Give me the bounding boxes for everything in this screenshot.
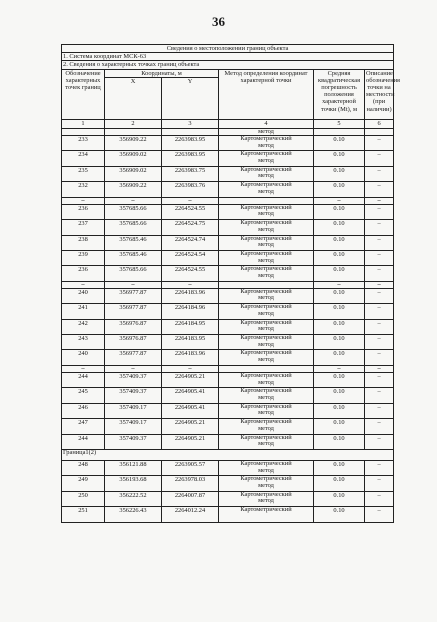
coord-x: 357409.37 bbox=[105, 373, 162, 388]
point-row bbox=[62, 335, 394, 350]
description: – bbox=[365, 365, 394, 372]
point-row bbox=[62, 182, 394, 197]
method-line: Картометрический bbox=[240, 265, 292, 273]
error-value: 0.10 bbox=[314, 151, 365, 166]
method-line: Картометрический bbox=[240, 475, 292, 483]
separator-row bbox=[62, 281, 394, 288]
coord-x: 357685.66 bbox=[105, 204, 162, 219]
method-line: Картометрический bbox=[240, 402, 292, 410]
coord-y: 2264007.87 bbox=[162, 491, 219, 506]
coord-x: 357685.46 bbox=[105, 250, 162, 265]
method-line: Картометрический bbox=[240, 349, 292, 357]
error-value: 0.10 bbox=[314, 403, 365, 418]
error-value: 0.10 bbox=[314, 373, 365, 388]
point-row bbox=[62, 507, 394, 522]
error-value: 0.10 bbox=[314, 388, 365, 403]
error-value: 0.10 bbox=[314, 460, 365, 475]
method-line: метод bbox=[258, 210, 274, 218]
method bbox=[219, 304, 314, 319]
method-line: метод bbox=[258, 172, 274, 180]
point-row bbox=[62, 166, 394, 181]
point-row bbox=[62, 319, 394, 334]
page-number: 36 bbox=[212, 14, 225, 29]
method-line: Картометрический bbox=[240, 234, 292, 242]
point-row bbox=[62, 373, 394, 388]
point-id: 247 bbox=[62, 419, 105, 434]
coord-y: – bbox=[162, 365, 219, 372]
description: – bbox=[365, 507, 394, 522]
point-id: 248 bbox=[62, 460, 105, 475]
point-id: 245 bbox=[62, 388, 105, 403]
coord-y: 2264905.21 bbox=[162, 419, 219, 434]
method bbox=[219, 220, 314, 235]
col-number: 6 bbox=[365, 119, 394, 128]
description: – bbox=[365, 419, 394, 434]
point-row bbox=[62, 434, 394, 449]
point-id: 236 bbox=[62, 204, 105, 219]
method bbox=[219, 235, 314, 250]
coord-x: 356909.22 bbox=[105, 136, 162, 151]
method-line: Картометрический bbox=[240, 387, 292, 395]
col-number: 2 bbox=[105, 119, 162, 128]
point-row bbox=[62, 151, 394, 166]
method bbox=[219, 250, 314, 265]
method bbox=[219, 434, 314, 449]
description: – bbox=[365, 235, 394, 250]
method bbox=[219, 335, 314, 350]
point-row bbox=[62, 388, 394, 403]
coord-y: 2264524.55 bbox=[162, 266, 219, 281]
description: – bbox=[365, 151, 394, 166]
method-line: метод bbox=[258, 340, 274, 348]
method bbox=[219, 388, 314, 403]
error-value: 0.10 bbox=[314, 166, 365, 181]
method-line: Картометрический bbox=[240, 372, 292, 380]
point-row bbox=[62, 235, 394, 250]
point-id: 251 bbox=[62, 507, 105, 522]
description: – bbox=[365, 350, 394, 365]
coordinates-table-container bbox=[61, 44, 400, 523]
method-line: Картометрический bbox=[240, 433, 292, 441]
coord-x: – bbox=[105, 365, 162, 372]
description: – bbox=[365, 288, 394, 303]
separator-row bbox=[62, 197, 394, 204]
description: – bbox=[365, 434, 394, 449]
method bbox=[219, 204, 314, 219]
coord-x: 356976.87 bbox=[105, 335, 162, 350]
method-line: метод bbox=[258, 481, 274, 489]
point-id: 246 bbox=[62, 403, 105, 418]
point-id: 244 bbox=[62, 434, 105, 449]
error-value: 0.10 bbox=[314, 476, 365, 491]
coord-x: 357685.46 bbox=[105, 235, 162, 250]
description: – bbox=[365, 304, 394, 319]
point-id: – bbox=[62, 281, 105, 288]
method-line: метод bbox=[258, 356, 274, 364]
point-id: 249 bbox=[62, 476, 105, 491]
coord-y: 2264012.24 bbox=[162, 507, 219, 522]
error-value: 0.10 bbox=[314, 266, 365, 281]
error-value: 0.10 bbox=[314, 507, 365, 522]
point-id: 250 bbox=[62, 491, 105, 506]
method bbox=[219, 166, 314, 181]
point-id: 235 bbox=[62, 166, 105, 181]
point-row bbox=[62, 403, 394, 418]
coord-x: 357409.37 bbox=[105, 434, 162, 449]
coord-y: 2264524.54 bbox=[162, 250, 219, 265]
coord-y: 2264905.41 bbox=[162, 403, 219, 418]
method bbox=[219, 151, 314, 166]
error-value: – bbox=[314, 365, 365, 372]
coord-y: 2263978.03 bbox=[162, 476, 219, 491]
error-value: 0.10 bbox=[314, 136, 365, 151]
coord-y: 2263983.76 bbox=[162, 182, 219, 197]
point-id: 243 bbox=[62, 335, 105, 350]
description: – bbox=[365, 281, 394, 288]
coord-x: 356977.87 bbox=[105, 304, 162, 319]
method bbox=[219, 507, 314, 522]
col-header-error: Средняя квадратическая погрешность положения характерной точки (Mt), м bbox=[314, 69, 365, 119]
error-value: 0.10 bbox=[314, 491, 365, 506]
continuation-row bbox=[62, 128, 394, 135]
error-value: 0.10 bbox=[314, 288, 365, 303]
description: – bbox=[365, 204, 394, 219]
coord-x: 356977.87 bbox=[105, 350, 162, 365]
point-row bbox=[62, 304, 394, 319]
error-value: 0.10 bbox=[314, 350, 365, 365]
coord-y: 2264183.95 bbox=[162, 335, 219, 350]
method-line: метод bbox=[258, 466, 274, 474]
error-value: 0.10 bbox=[314, 319, 365, 334]
point-id: 240 bbox=[62, 350, 105, 365]
error-value: 0.10 bbox=[314, 304, 365, 319]
coord-y: 2263983.75 bbox=[162, 166, 219, 181]
method-line: метод bbox=[258, 225, 274, 233]
method-line: метод bbox=[258, 156, 274, 164]
method-line: метод bbox=[258, 309, 274, 317]
method bbox=[219, 476, 314, 491]
error-value: 0.10 bbox=[314, 235, 365, 250]
description: – bbox=[365, 491, 394, 506]
method bbox=[219, 373, 314, 388]
coord-y: – bbox=[162, 197, 219, 204]
description: – bbox=[365, 266, 394, 281]
method-line: метод bbox=[258, 294, 274, 302]
description: – bbox=[365, 220, 394, 235]
point-row bbox=[62, 476, 394, 491]
method bbox=[219, 419, 314, 434]
method-line: Картометрический bbox=[240, 418, 292, 426]
point-id: 234 bbox=[62, 151, 105, 166]
error-value: 0.10 bbox=[314, 335, 365, 350]
point-id: 239 bbox=[62, 250, 105, 265]
point-id: – bbox=[62, 197, 105, 204]
coord-x: 356977.87 bbox=[105, 288, 162, 303]
coord-x: 357409.17 bbox=[105, 419, 162, 434]
coord-y: 2264183.96 bbox=[162, 350, 219, 365]
method-line: метод bbox=[258, 394, 274, 402]
point-row bbox=[62, 419, 394, 434]
coord-y: 2263983.95 bbox=[162, 151, 219, 166]
col-number: 3 bbox=[162, 119, 219, 128]
error-value: – bbox=[314, 281, 365, 288]
coord-y: 2264184.95 bbox=[162, 319, 219, 334]
coordinate-system: 1. Система координат МСК-63 bbox=[62, 53, 394, 61]
description: – bbox=[365, 250, 394, 265]
boundary-label: Граница1(2) bbox=[62, 449, 394, 460]
point-id: 232 bbox=[62, 182, 105, 197]
method-line: Картометрический bbox=[240, 203, 292, 211]
method bbox=[219, 491, 314, 506]
method-line: Картометрический bbox=[240, 506, 292, 514]
method-line: Картометрический bbox=[240, 490, 292, 498]
method-line: Картометрический bbox=[240, 249, 292, 257]
point-id: – bbox=[62, 365, 105, 372]
coord-x: 356909.02 bbox=[105, 151, 162, 166]
separator-row bbox=[62, 365, 394, 372]
method-line: метод bbox=[258, 325, 274, 333]
description: – bbox=[365, 460, 394, 475]
coord-x: 356909.22 bbox=[105, 182, 162, 197]
coord-y: 2264524.55 bbox=[162, 204, 219, 219]
description: – bbox=[365, 136, 394, 151]
coord-y: 2264183.96 bbox=[162, 288, 219, 303]
error-value: 0.10 bbox=[314, 220, 365, 235]
description: – bbox=[365, 166, 394, 181]
method-line: метод bbox=[258, 424, 274, 432]
method bbox=[219, 460, 314, 475]
method bbox=[219, 182, 314, 197]
coord-x: 356226.43 bbox=[105, 507, 162, 522]
col-header-method: Метод определения координат характерной точки bbox=[219, 69, 314, 119]
description: – bbox=[365, 373, 394, 388]
point-row bbox=[62, 204, 394, 219]
coord-y: 2264905.41 bbox=[162, 388, 219, 403]
method-line: метод bbox=[258, 378, 274, 386]
coord-y: 2264905.21 bbox=[162, 373, 219, 388]
method-continued: метод bbox=[219, 128, 314, 135]
point-id: 238 bbox=[62, 235, 105, 250]
point-row bbox=[62, 350, 394, 365]
method-line: Картометрический bbox=[240, 318, 292, 326]
point-row bbox=[62, 460, 394, 475]
point-id: 236 bbox=[62, 266, 105, 281]
method bbox=[219, 319, 314, 334]
table-title: Сведения о местоположении границ объекта bbox=[62, 45, 394, 53]
coord-x: 356193.68 bbox=[105, 476, 162, 491]
method-line: Картометрический bbox=[240, 459, 292, 467]
col-header-y: Y bbox=[162, 77, 219, 119]
col-header-coordinates: Координаты, м bbox=[105, 69, 219, 77]
point-id: 237 bbox=[62, 220, 105, 235]
coord-x: 357685.66 bbox=[105, 266, 162, 281]
error-value: 0.10 bbox=[314, 182, 365, 197]
coord-x: – bbox=[105, 197, 162, 204]
point-row bbox=[62, 136, 394, 151]
description: – bbox=[365, 197, 394, 204]
method-line: Картометрический bbox=[240, 303, 292, 311]
method bbox=[219, 266, 314, 281]
point-id: 242 bbox=[62, 319, 105, 334]
error-value: 0.10 bbox=[314, 250, 365, 265]
coord-x: 356121.88 bbox=[105, 460, 162, 475]
description: – bbox=[365, 182, 394, 197]
point-row bbox=[62, 288, 394, 303]
method-line: метод bbox=[258, 241, 274, 249]
point-id: 244 bbox=[62, 373, 105, 388]
method bbox=[219, 403, 314, 418]
method-line: метод bbox=[258, 187, 274, 195]
coord-x: 356222.52 bbox=[105, 491, 162, 506]
col-number: 5 bbox=[314, 119, 365, 128]
point-row bbox=[62, 220, 394, 235]
coord-y: – bbox=[162, 281, 219, 288]
point-row bbox=[62, 250, 394, 265]
coord-x: 356909.02 bbox=[105, 166, 162, 181]
method-line: Картометрический bbox=[240, 334, 292, 342]
coord-y: 2264524.75 bbox=[162, 220, 219, 235]
method-line: метод bbox=[258, 440, 274, 448]
coord-y: 2263905.57 bbox=[162, 460, 219, 475]
method bbox=[219, 136, 314, 151]
boundary-row bbox=[62, 449, 394, 460]
coord-y: 2264184.96 bbox=[162, 304, 219, 319]
section-heading: 2. Сведения о характерных точках границ объекта bbox=[62, 61, 394, 69]
coord-y: 2264905.21 bbox=[162, 434, 219, 449]
error-value: – bbox=[314, 197, 365, 204]
method-line: Картометрический bbox=[240, 219, 292, 227]
description: – bbox=[365, 403, 394, 418]
description: – bbox=[365, 319, 394, 334]
method-line: метод bbox=[258, 256, 274, 264]
point-row bbox=[62, 266, 394, 281]
method-line: метод bbox=[258, 141, 274, 149]
method bbox=[219, 350, 314, 365]
method-line: Картометрический bbox=[240, 165, 292, 173]
coord-x: 357685.66 bbox=[105, 220, 162, 235]
coord-x: 357409.17 bbox=[105, 403, 162, 418]
method-line: Картометрический bbox=[240, 135, 292, 142]
method bbox=[219, 288, 314, 303]
point-id: 240 bbox=[62, 288, 105, 303]
coord-y: 2263983.95 bbox=[162, 136, 219, 151]
coord-y: 2264524.74 bbox=[162, 235, 219, 250]
point-row bbox=[62, 491, 394, 506]
col-number: 1 bbox=[62, 119, 105, 128]
error-value: 0.10 bbox=[314, 204, 365, 219]
method-line: Картометрический bbox=[240, 287, 292, 295]
error-value: 0.10 bbox=[314, 419, 365, 434]
coord-x: 356976.87 bbox=[105, 319, 162, 334]
point-id: 233 bbox=[62, 136, 105, 151]
method-line: метод bbox=[258, 409, 274, 417]
description: – bbox=[365, 388, 394, 403]
method-line: метод bbox=[258, 497, 274, 505]
method-line: Картометрический bbox=[240, 181, 292, 189]
method-line: метод bbox=[258, 271, 274, 279]
description: – bbox=[365, 476, 394, 491]
coord-x: 357409.37 bbox=[105, 388, 162, 403]
coordinates-table bbox=[61, 44, 400, 523]
col-header-x: X bbox=[105, 77, 162, 119]
col-number: 4 bbox=[219, 119, 314, 128]
error-value: 0.10 bbox=[314, 434, 365, 449]
col-header-description: Описание обозначения точки на местности (при наличии) bbox=[365, 69, 394, 119]
description: – bbox=[365, 335, 394, 350]
coord-x: – bbox=[105, 281, 162, 288]
point-id: 241 bbox=[62, 304, 105, 319]
method-line: Картометрический bbox=[240, 150, 292, 158]
col-header-designation: Обозначение характерных точек границ bbox=[62, 69, 105, 119]
